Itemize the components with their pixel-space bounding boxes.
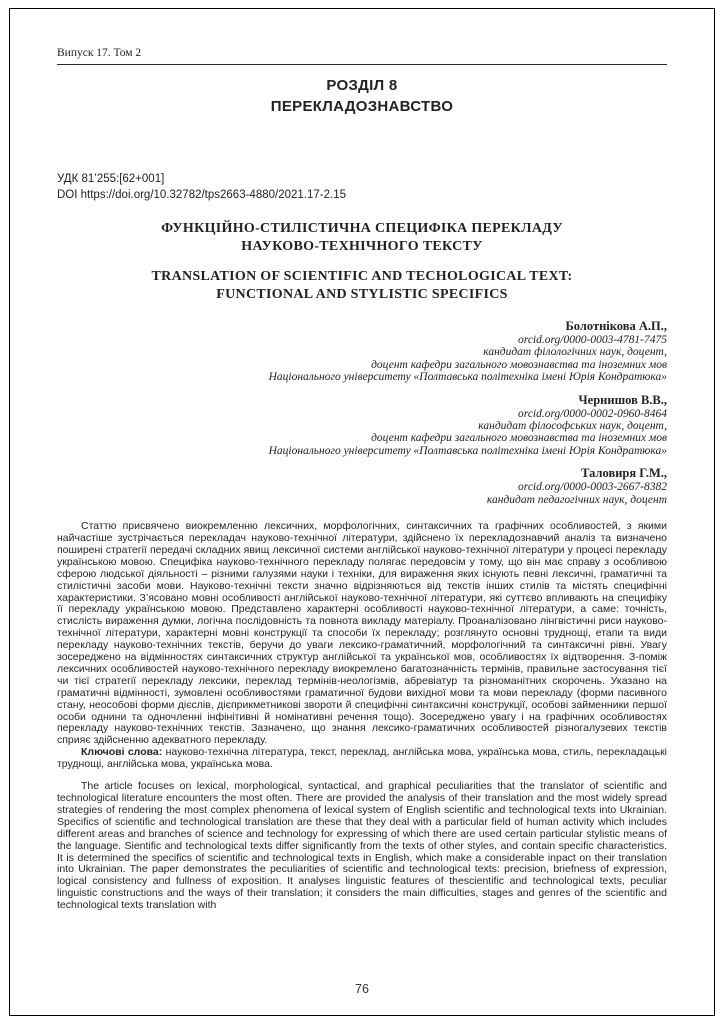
author-orcid: orcid.org/0000-0003-4781-7475 — [518, 334, 667, 346]
author-degree: кандидат філософських наук, доцент, — [478, 420, 667, 433]
article-title-uk-line1: ФУНКЦІЙНО-СТИЛІСТИЧНА СПЕЦИФІКА ПЕРЕКЛАДУ — [161, 221, 563, 236]
running-head: Випуск 17. Том 2 — [57, 47, 142, 59]
section-title: ПЕРЕКЛАДОЗНАВСТВО — [270, 97, 454, 115]
authors-block — [57, 319, 667, 506]
article-meta — [57, 171, 667, 203]
article-title-en-line2: FUNCTIONAL AND STYLISTIC SPECIFICS — [216, 286, 508, 302]
author-degree: кандидат філологічних наук, доцент, — [483, 346, 667, 359]
article-title-en-line1: TRANSLATION OF SCIENTIFIC AND TECHOLOGICAL TEXT: — [151, 269, 573, 284]
article-title-uk-line2: НАУКОВО-ТЕХНІЧНОГО ТЕКСТУ — [241, 238, 483, 254]
page-number: 76 — [355, 982, 369, 996]
author-name: Чернишов В.В., — [578, 392, 667, 407]
keywords-label: Ключові слова: — [81, 746, 163, 759]
udc-line: УДК 81’255:[62+001] — [57, 173, 165, 185]
author-entry — [57, 319, 667, 384]
article-title-en — [57, 268, 667, 303]
author-orcid: orcid.org/0000-0002-0960-8464 — [518, 407, 667, 420]
author-entry — [57, 393, 667, 458]
author-name: Болотнікова А.П., — [565, 319, 667, 333]
header-rule — [57, 64, 667, 65]
author-degree: кандидат педагогічних наук, доцент — [486, 493, 667, 506]
page-content — [57, 46, 667, 912]
keywords-text: науково-технічна література, текст, переклад, англійська мова, українська мова, стиль, перекладацькі труднощі, англійська мова, українська мова. — [57, 746, 667, 771]
author-position: доцент кафедри загального мовознавства та іноземних мов — [371, 358, 667, 371]
article-title-uk — [57, 220, 667, 255]
doi-line: DOI https://doi.org/10.32782/tps2663-4880/2021.17-2.15 — [57, 189, 346, 201]
abstract-en: The article focuses on lexical, morphological, syntactical, and graphical peculiarities that the translator of scientific and technological literature encounters the most often. There are provided the analysis of their translation and the most widely spread strategies of rendering the most complex phenomena of lexical system of English scientific and technological texts into Ukrainian. Specifics of scientific and technological translation are these that they deal with a particular field of human activity which includes different areas and branches of science and technology for expressing of which there are used certain particular stylistic means of the language. Sientific and technological texts differ significantly from the texts of other styles, and contain specific characteristics. It is determined the specifics of scientific and technological texts in English, which make a considerable inpact on their translation into Ukrainian. The paper demonstrates the peculiarities of scientific and technological texts: precision, briefness of expression, logical consistency and fullness of exposition. It analyses linguistic features of thescientific and technological texts, peculiar linguistic constructions and the ways of their translation; it considers the main difficulties, stages and genres of the scientific and technological texts translation with — [57, 780, 667, 912]
abstract-uk: Статтю присвячено виокремленню лексичних, морфологічних, синтаксичних та графічних особливостей, з якими найчастіше зустрічається перекладач науково-технічної літератури, здійснено їх перекладознавчий аналіз та визначено поширені стратегії передачі складних явищ лексичної системи англійської науково-технічної літератури у процесі перекладу українською мовою. Специфіка науково-технічного перекладу полягає передовсім у тому, що він має справу з особливою сферою людської діяльності – різними галузями науки і техніки, для вираження яких існують певні лексичні, граматичні та стилістичні засоби мови. Науково-технічні тексти значно відрізняються від текстів інших стилів та містять специфічні характеристики. З’ясовано мовні особливості англійської науково-технічної літератури, які суттєво впливають на специфіку її перекладу українською мовою. Представлено характерні особливості науково-технічної літератури, а саме: точність, стислість вираження думки, логічна послідовність та повнота викладу матеріалу. Проаналізовано лінгвістичні риси науково-технічної літератури, характерні мовні конструкції та способи їх перекладу; розглянуто основні труднощі, етапи та види перекладу науково-технічних текстів, беручи до уваги лексико-граматичний, морфологічний та синтаксичні рівні. Увагу зосереджено на відмінностях синтаксичних структур англійської та української мов, особливостях їх відтворення. З-поміж лексичних особливостей науково-технічного перекладу виокремлено багатозначність термінів, правильне застосування тієї чи тієї стратегії перекладу лексики, переклад термінів-неологізмів, абревіатур та різноманітних скорочень. Указано на граматичні відмінності, зумовлені особливостями граматичної будови вихідної мови та мови перекладу (форми пасивного стану, неособові форми дієслів, дієприкметникові звороти й специфічні синтаксичні конструкції, особові займенники першої особи однини та одночленні інфінітивні й номінативні речення тощо). Зосереджено увагу і на графічних особливостях перекладу науково-технічних текстів. Зазначено, що знання лексико-граматичних особливостей різногалузевих текстів сприяє здійсненню адекватного перекладу. — [57, 520, 667, 747]
section-heading — [57, 76, 667, 117]
author-position: доцент кафедри загального мовознавства та іноземних мов — [371, 432, 667, 445]
keywords — [57, 747, 667, 771]
section-number: РОЗДІЛ 8 — [326, 77, 398, 94]
author-orcid: orcid.org/0000-0003-2667-8382 — [518, 481, 667, 494]
author-name: Таловиря Г.М., — [581, 466, 667, 481]
author-affiliation: Національного університету «Полтавська політехніка імені Юрія Кондратюка» — [268, 371, 667, 384]
author-affiliation: Національного університету «Полтавська політехніка імені Юрія Кондратюка» — [268, 444, 667, 457]
author-entry — [57, 466, 667, 506]
